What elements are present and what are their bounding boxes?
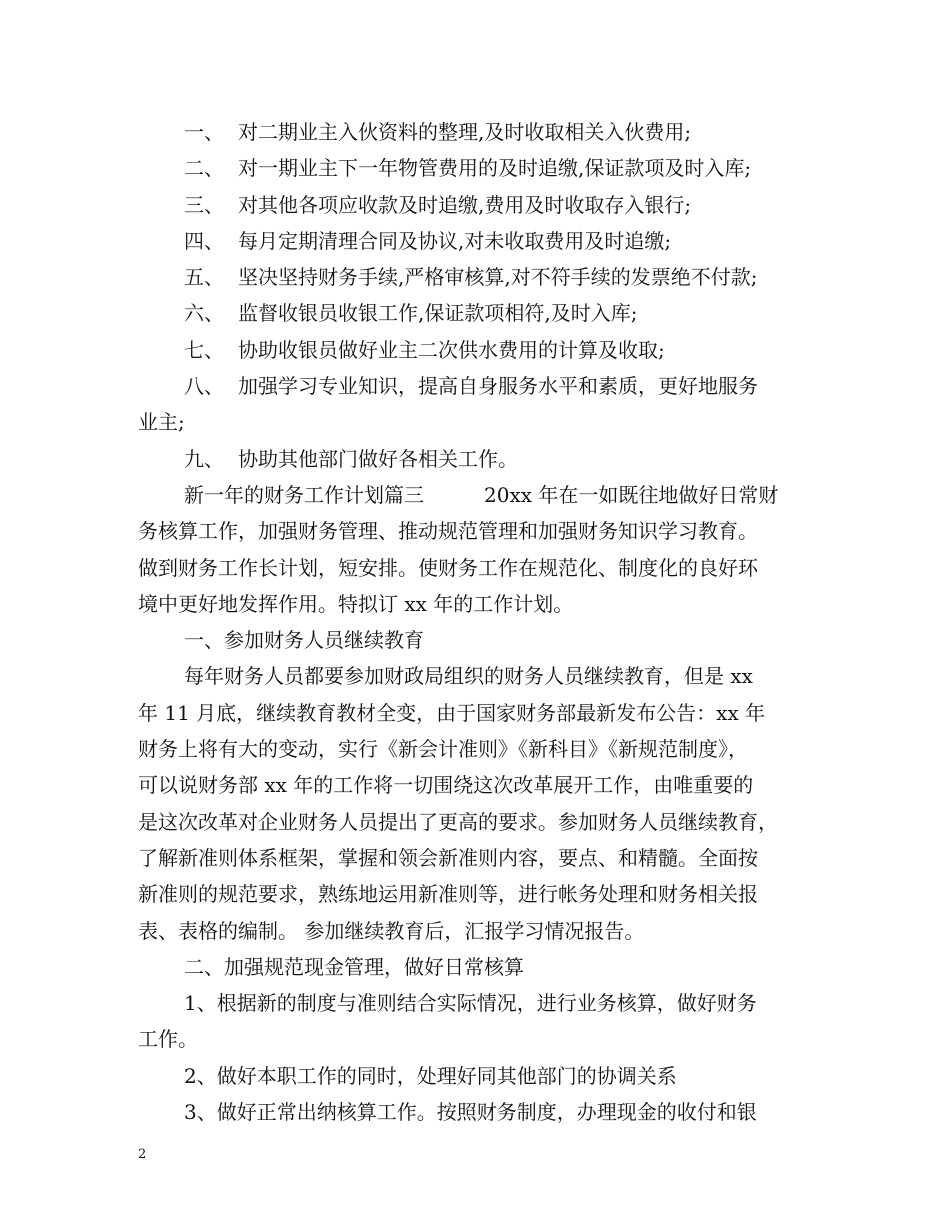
section-intro-line: 新一年的财务工作计划篇三 20xx 年在一如既往地做好日常财 (184, 482, 779, 507)
paragraph-line: 可以说财务部 xx 年的工作将一切围绕这次改革展开工作，由唯重要的 (138, 773, 754, 798)
list-number: 九、 (184, 446, 224, 471)
numbered-item-line: 1、根据新的制度与准则结合实际情况，进行业务核算，做好财务 (184, 991, 757, 1016)
list-item (138, 150, 822, 186)
numbered-item-line: 工作。 (138, 1027, 198, 1052)
list-number: 五、 (184, 265, 224, 290)
paragraph-line: 表、表格的编制。 参加继续教育后，汇报学习情况报告。 (138, 918, 645, 943)
list-text: 协助其他部门做好各相关工作。 (238, 446, 518, 471)
section-heading: 二、加强规范现金管理，做好日常核算 (184, 954, 524, 979)
list-item (138, 368, 822, 404)
list-item (138, 259, 822, 295)
list-number: 一、 (184, 120, 224, 144)
section-intro-line: 务核算工作，加强财务管理、推动规范管理和加强财务知识学习教育。 (138, 519, 758, 544)
list-item (138, 332, 822, 368)
paragraph-line: 年 11 月底，继续教育教材全变，由于国家财务部最新发布公告：xx 年 (138, 700, 766, 725)
list-item (138, 295, 822, 331)
list-text: 对其他各项应收款及时追缴,费用及时收取存入银行; (238, 192, 692, 217)
list-number: 二、 (184, 156, 224, 181)
list-text: 加强学习专业知识，提高自身服务水平和素质，更好地服务 (238, 374, 758, 399)
list-number: 七、 (184, 337, 224, 362)
list-item (138, 223, 822, 259)
list-text: 对二期业主入伙资料的整理,及时收取相关入伙费用; (238, 120, 692, 144)
list-text: 监督收银员收银工作,保证款项相符,及时入库; (238, 301, 638, 326)
list-item (138, 114, 822, 150)
paragraph-line: 每年财务人员都要参加财政局组织的财务人员继续教育，但是 xx (184, 664, 753, 689)
list-item (138, 441, 822, 477)
section-intro-line: 境中更好地发挥作用。特拟订 xx 年的工作计划。 (138, 591, 574, 616)
list-text: 对一期业主下一年物管费用的及时追缴,保证款项及时入库; (238, 156, 752, 181)
numbered-item-line: 3、做好正常出纳核算工作。按照财务制度，办理现金的收付和银 (184, 1100, 757, 1125)
list-number: 六、 (184, 301, 224, 326)
page-number: 2 (138, 1147, 147, 1162)
list-item (138, 187, 822, 223)
paragraph-line: 财务上将有大的变动，实行《新会计准则》《新科目》《新规范制度》， (138, 737, 748, 762)
section-heading: 一、参加财务人员继续教育 (184, 628, 424, 653)
list-item-continuation: 业主; (138, 410, 185, 435)
numbered-item-line: 2、做好本职工作的同时，处理好同其他部门的协调关系 (184, 1063, 677, 1088)
list-number: 八、 (184, 374, 224, 399)
list-text: 坚决坚持财务手续,严格审核算,对不符手续的发票绝不付款; (238, 265, 758, 290)
list-number: 三、 (184, 192, 224, 217)
list-number: 四、 (184, 228, 224, 253)
paragraph-line: 新准则的规范要求，熟练地运用新准则等，进行帐务处理和财务相关报 (138, 882, 758, 907)
list-text: 每月定期清理合同及协议,对未收取费用及时追缴; (238, 228, 672, 253)
paragraph-line: 是这次改革对企业财务人员提出了更高的要求。参加财务人员继续教育， (138, 809, 778, 834)
list-text: 协助收银员做好业主二次供水费用的计算及收取; (238, 337, 665, 362)
paragraph-line: 了解新准则体系框架，掌握和领会新准则内容，要点、和精髓。全面按 (138, 845, 758, 870)
document-body (138, 114, 822, 1130)
section-intro-line: 做到财务工作长计划，短安排。使财务工作在规范化、制度化的良好环 (138, 555, 758, 580)
